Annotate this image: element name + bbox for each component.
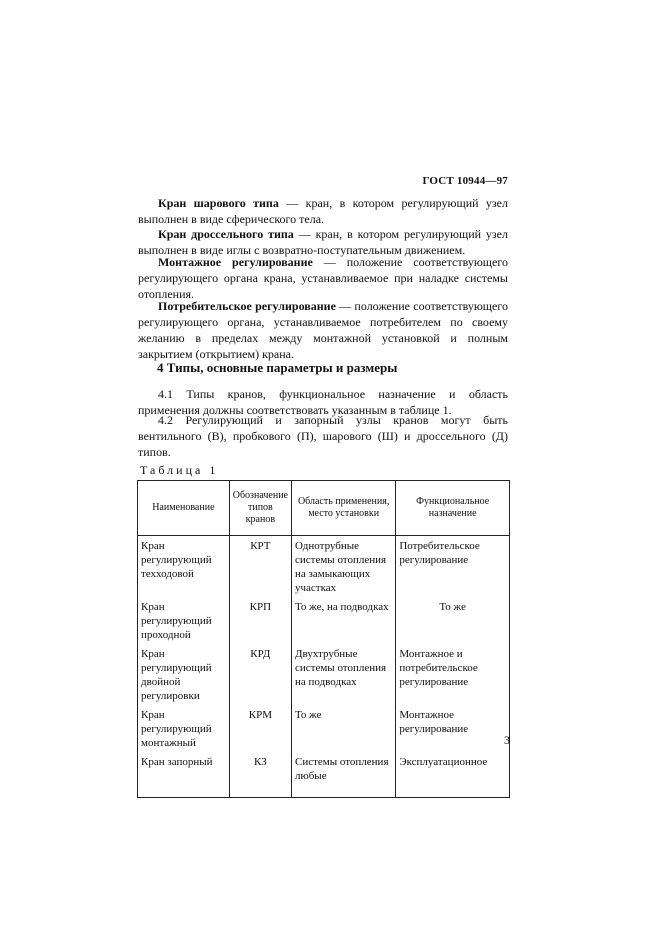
definition-consumer-regulation (138, 298, 508, 362)
cell-name: Кран регулирующий проходной (138, 597, 230, 644)
definition-text: — положение соответствующего регулирующего органа крана, устанавливаемое при наладке системы отопления. (138, 255, 508, 301)
header-designation: Обозначение типов кранов (229, 481, 291, 536)
definition-ball-valve (138, 195, 508, 227)
cell-name: Кран регулирующий монтажный (138, 705, 230, 752)
definition-text: — кран, в котором регулирующий узел выполнен в виде сферического тела. (138, 196, 508, 226)
term: Кран шарового типа (158, 196, 279, 210)
cell-function: То же (396, 597, 510, 644)
standard-number: ГОСТ 10944—97 (422, 175, 508, 187)
definition-text: — положение соответствующего регулирующего органа, устанавливаемое потребителем по своему желанию в пределах между монтажной установкой и полным закрытием (открытием) крана. (138, 299, 508, 361)
cell-application: Однотрубные системы отопления на замыкающих участках (292, 536, 396, 598)
cell-name: Кран регулирующий двойной регулировки (138, 644, 230, 705)
paragraph-4-2: 4.2 Регулирующий и запорный узлы кранов могут быть вентильного (В), пробкового (П), шарового (Ш) и дроссельного (Д) типов. (138, 413, 508, 459)
header-name: Наименование (138, 481, 230, 536)
cell-application: Двухтрубные системы отопления на подводках (292, 644, 396, 705)
term: Потребительское регулирование (158, 299, 336, 313)
cell-application: То же (292, 705, 396, 752)
table-row (138, 536, 510, 598)
definition-text: — кран, в котором регулирующий узел выполнен в виде иглы с возвратно-поступательным движением. (138, 227, 508, 257)
cell-function: Потребительское регулирование (396, 536, 510, 598)
table-row (138, 752, 510, 798)
paragraph-4-1: 4.1 Типы кранов, функциональное назначение и область применения должны соответствовать указанным в таблице 1. (138, 387, 508, 417)
section-heading: 4 Типы, основные параметры и размеры (157, 360, 398, 375)
cell-application: То же, на подводках (292, 597, 396, 644)
cell-name: Кран запорный (138, 752, 230, 798)
cell-code: КРП (229, 597, 291, 644)
definition-installation-regulation (138, 254, 508, 302)
table-caption: Таблица 1 (140, 463, 219, 477)
table-row (138, 644, 510, 705)
header-application: Область применения, место установки (292, 481, 396, 536)
term: Монтажное регулирование (158, 255, 313, 269)
cell-code: КЗ (229, 752, 291, 798)
cell-function: Монтажное регулирование (396, 705, 510, 752)
cell-name: Кран регулирующий техходовой (138, 536, 230, 598)
table-header-row (138, 481, 510, 536)
header-function: Функциональное назначение (396, 481, 510, 536)
cell-function: Эксплуатационное (396, 752, 510, 798)
cell-function: Монтажное и потребительское регулирование (396, 644, 510, 705)
page-number: 3 (504, 733, 510, 747)
term: Кран дроссельного типа (158, 227, 294, 241)
table-row (138, 705, 510, 752)
cell-code: КРМ (229, 705, 291, 752)
cell-code: КРТ (229, 536, 291, 598)
cell-code: КРД (229, 644, 291, 705)
table-row (138, 597, 510, 644)
cell-application: Системы отопления любые (292, 752, 396, 798)
valve-types-table (137, 480, 510, 798)
